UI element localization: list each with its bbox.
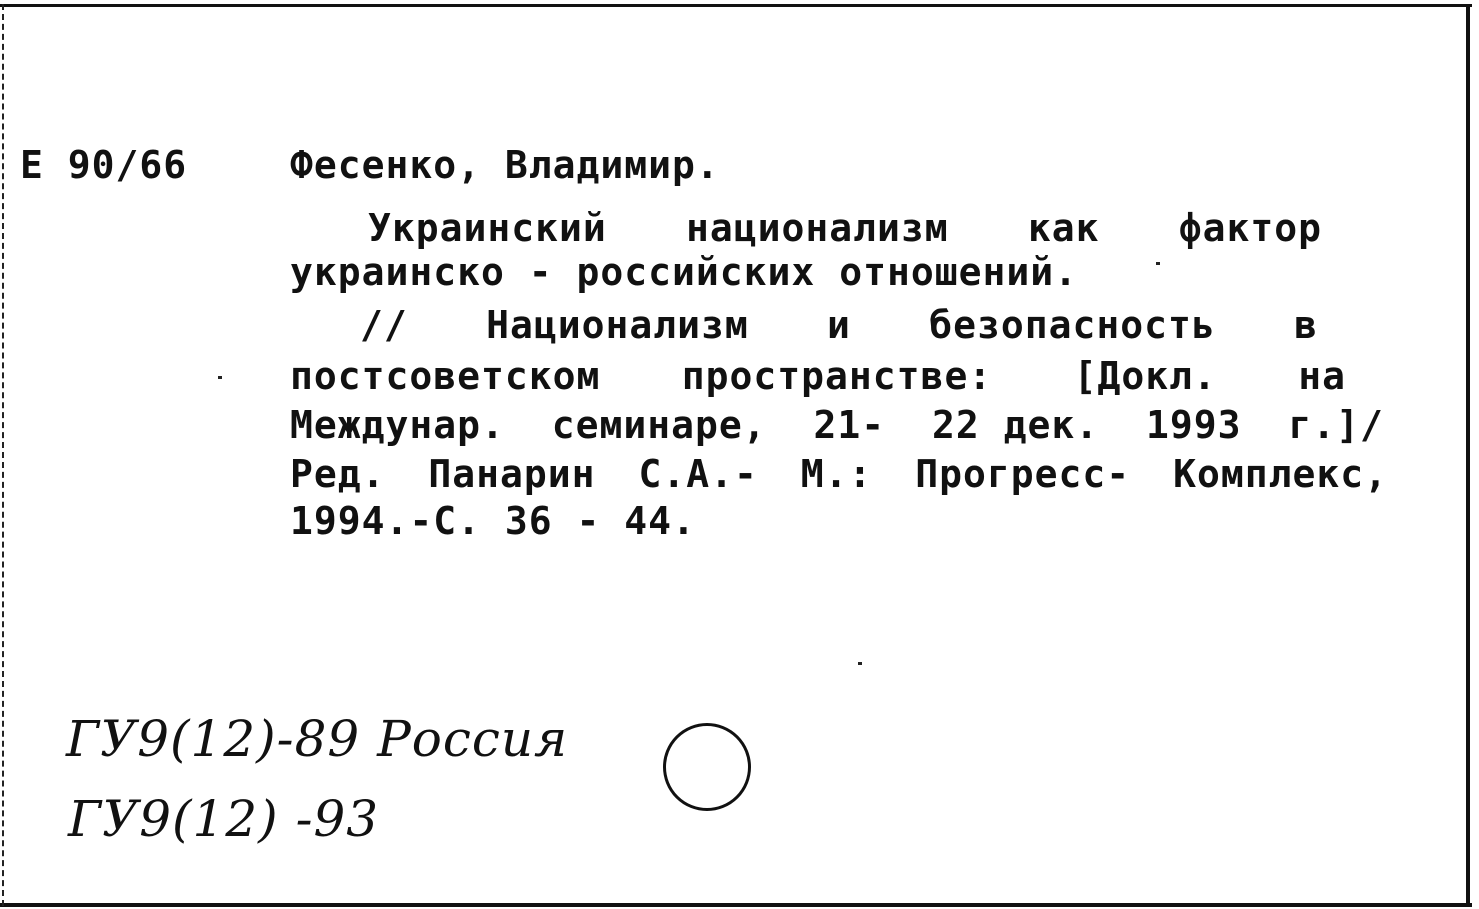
- circle-mark: [663, 723, 751, 811]
- source-line-1: [360, 301, 1318, 350]
- card-border-top: [0, 4, 1472, 7]
- source-line-3: [290, 401, 1384, 450]
- source-word: безопасность: [929, 303, 1216, 347]
- source-word: 1993: [1146, 403, 1242, 447]
- title-word: национализм: [685, 206, 949, 250]
- source-word: Прогресс-: [915, 452, 1131, 496]
- shelf-mark: Е 90/66: [20, 143, 188, 187]
- author-heading: Фесенко, Владимир.: [290, 143, 720, 187]
- source-word: Междунар.: [290, 403, 505, 447]
- card-border-bottom: [0, 903, 1472, 907]
- source-word: пространстве:: [681, 354, 993, 398]
- source-word: 21-: [813, 403, 886, 447]
- source-word: в: [1294, 303, 1318, 347]
- source-word: Национализм: [486, 303, 749, 347]
- handwritten-classification-1: ГУ9(12)-89 Россия: [66, 710, 569, 768]
- source-word: Панарин: [428, 452, 596, 496]
- source-word: г.]/: [1288, 403, 1384, 447]
- title-line-1: [368, 204, 1322, 253]
- title-word: Украинский: [368, 206, 607, 250]
- title-word: фактор: [1178, 206, 1322, 250]
- speck-mark: [858, 662, 862, 665]
- title-word: как: [1027, 206, 1100, 250]
- source-word: на: [1298, 354, 1346, 398]
- source-line-4: [290, 450, 1388, 499]
- source-word: постсоветском: [290, 354, 601, 398]
- handwritten-classification-2: ГУ9(12) -93: [68, 790, 380, 848]
- source-word: [Докл.: [1073, 354, 1217, 398]
- source-word: 22 дек.: [932, 403, 1100, 447]
- speck-mark: [218, 376, 222, 379]
- source-word: Комплекс,: [1173, 452, 1388, 496]
- card-border-right: [1466, 4, 1470, 906]
- speck-mark: [1156, 262, 1160, 265]
- source-word: и: [827, 303, 851, 347]
- source-line-2: [290, 352, 1346, 401]
- card-border-left: [2, 4, 4, 906]
- source-word: М.:: [800, 452, 873, 496]
- pages-line: 1994.-С. 36 - 44.: [290, 499, 696, 543]
- source-word: Ред.: [290, 452, 386, 496]
- title-line-2: украинско - российских отношений.: [290, 250, 1078, 294]
- source-word: //: [360, 303, 408, 347]
- source-word: семинаре,: [551, 403, 767, 447]
- source-word: С.А.-: [638, 452, 758, 496]
